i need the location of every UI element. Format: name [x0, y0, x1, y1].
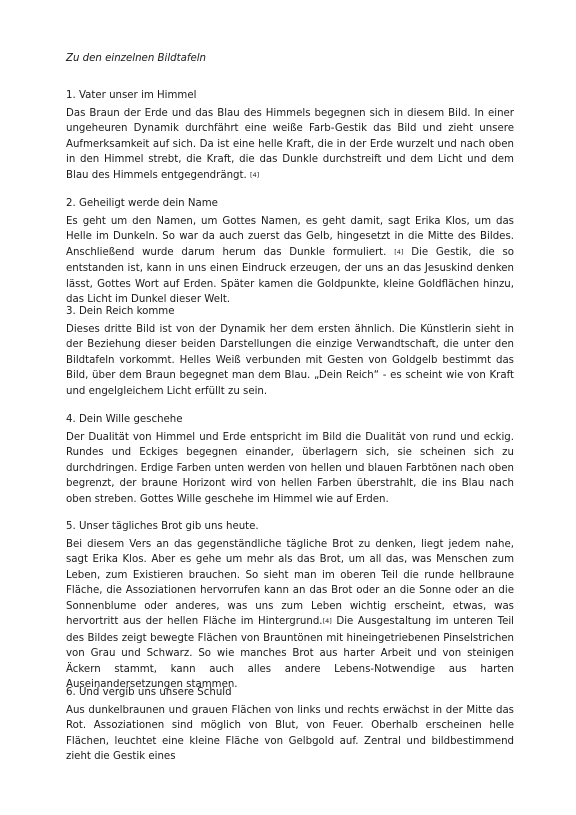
section-heading: 5. Unser tägliches Brot gib uns heute.	[66, 521, 259, 532]
document-title: Zu den einzelnen Bildtafeln	[66, 53, 207, 64]
section-vergib-schuld	[66, 685, 514, 765]
section-paragraph: Der Dualität von Himmel und Erde entspricht im Bild die Dualität von rund und eckig. Rundes und Eckiges begegnen einander, überlagern sich, sie scheinen sich zu durchdringen. Erdige Farben unten werden von hellen und blauen Farbtönen nach oben begrenzt, der braune Horizont wird von hellen Farben überstrahlt, die ins Blau nach oben streben. Gottes Wille geschehe im Himmel wie auf Erden.	[66, 431, 514, 505]
section-heading: 3. Dein Reich komme	[66, 306, 175, 317]
section-dein-wille	[66, 412, 514, 507]
footnote-ref[interactable]: [4]	[394, 247, 404, 256]
section-heading: 2. Geheiligt werde dein Name	[66, 198, 218, 209]
section-dein-reich	[66, 304, 514, 399]
paragraph-text: Die Ausgestaltung im unteren Teil des Bildes zeigt bewegte Flächen von Brauntönen mit hineingetriebenen Pinselstrichen von Grau und Schwarz. So wie manches Brot aus harter Arbeit und von steinigen Äckern stammt, kann auch alles andere Lebens-Notwendige aus harten Auseinandersetzungen stammen.	[66, 616, 515, 690]
paragraph-text: Die Gestik, die so entstanden ist, kann in uns einen Eindruck erzeugen, der uns an das Jesuskind denken lässt, Gottes Wort auf Erden. Später kamen die Goldpunkte, kleine Goldflächen hinzu, das Licht im Dunkel dieser Welt.	[66, 246, 514, 305]
paragraph-text: Das Braun der Erde und das Blau des Himmels begegnen sich in diesem Bild. In einer ungeheuren Dynamik durchfährt eine weiße Farb-Gestik das Bild und zieht unsere Aufmerksamkeit auf sich. Da ist eine helle Kraft, die in der Erde wurzelt und nach oben in den Himmel strebt, die Kraft, die das Dunkle durchstreift und dem Licht und dem Blau des Himmels entgegendrängt.	[66, 107, 514, 181]
section-paragraph	[66, 537, 514, 693]
section-geheiligt	[66, 196, 514, 308]
footnote-ref[interactable]: [4]	[249, 170, 260, 179]
paragraph-text: Es geht um den Namen, um Gottes Namen, es geht damit, sagt Erika Klos, um das Helle im Dunkeln. So war da auch zuerst das Gelb, hingesetzt in die Mitte des Bildes. Anschließend wurde darum herum das Dunkle formuliert.	[66, 215, 514, 258]
section-vater-unser	[66, 88, 514, 184]
section-paragraph	[66, 106, 514, 185]
section-paragraph: Aus dunkelbraunen und grauen Flächen von links und rechts erwächst in der Mitte das Rot. Assoziationen sind möglich von Blut, von Feuer. Oberhalb erscheinen helle Flächen, leuchtet eine kleine Fläche von Gelbgold auf. Zentral und bildbestimmend zieht die Gestik eines	[66, 704, 514, 762]
section-paragraph	[66, 214, 514, 308]
section-heading: 6. Und vergib uns unsere Schuld	[66, 687, 232, 698]
section-paragraph: Dieses dritte Bild ist von der Dynamik her dem ersten ähnlich. Die Künstlerin sieht in der Beziehung dieser beiden Darstellungen die einzige Verwandtschaft, die unter den Bildtafeln vorkommt. Helles Weiß verbunden mit Gesten von Goldgelb bestimmt das Bild, über dem Braun begegnet man dem Blau. „Dein Reich“ - es scheint wie von Kraft und engelgleichem Licht erfüllt zu sein.	[66, 323, 514, 397]
section-taegliches-brot	[66, 519, 514, 693]
section-heading: 1. Vater unser im Himmel	[66, 90, 197, 101]
paragraph-text: Bei diesem Vers an das gegenständliche tägliche Brot zu denken, liegt jedem nahe, sagt Erika Klos. Aber es gehe um mehr als das Brot, um all das, was Menschen zum Leben, zum Existieren brauchen. So sieht man im oberen Teil die runde hellbraune Fläche, die Assoziationen hervorrufen kann an das Brot oder an die Sonne oder an die Sonnenblume oder anderes, was uns zum Leben wichtig erscheint, etwas, was hervortritt aus der hellen Fläche im Hintergrund.	[66, 538, 514, 627]
footnote-ref[interactable]: [4]	[322, 617, 332, 625]
section-heading: 4. Dein Wille geschehe	[66, 414, 183, 425]
